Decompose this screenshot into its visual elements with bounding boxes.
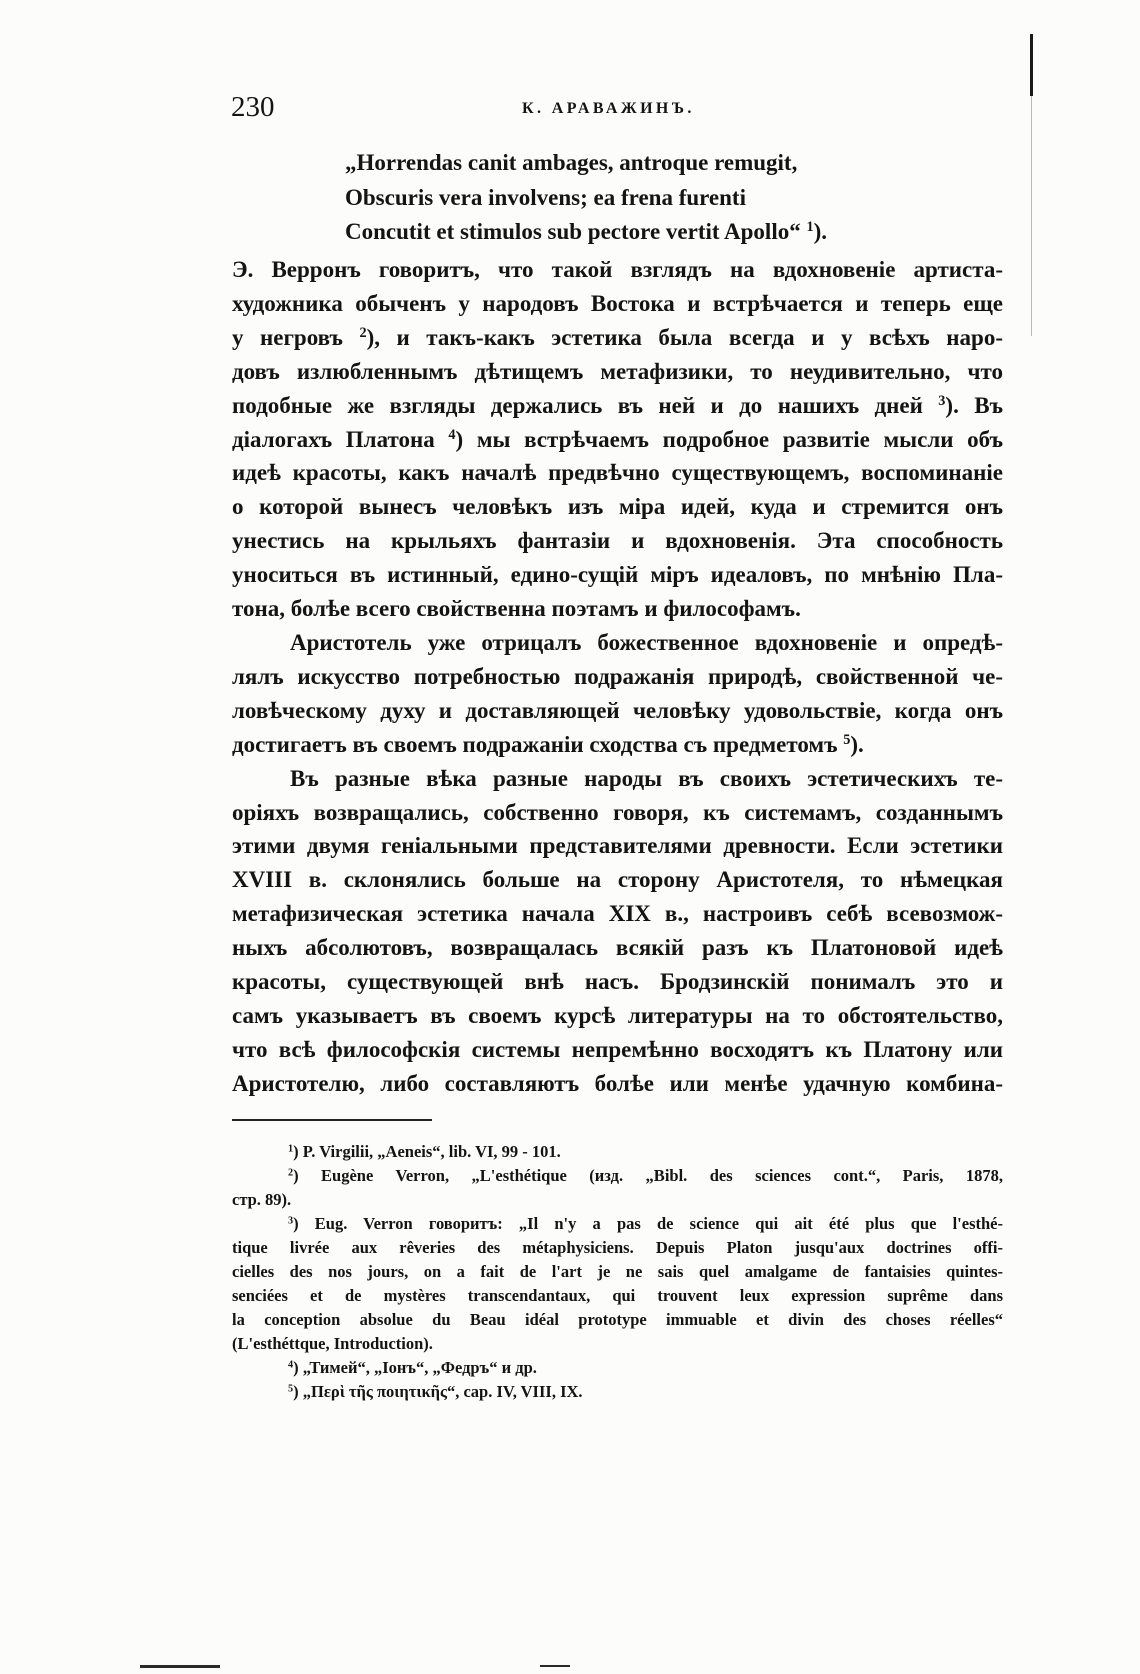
footnote — [232, 1164, 1003, 1212]
footnote-ref: 2 — [288, 1167, 294, 1179]
text-run: Obscuris vera involvens; ea frena furenti — [345, 184, 746, 210]
text-line — [232, 456, 1003, 490]
text-line — [232, 863, 1003, 897]
text-line — [232, 253, 1003, 287]
text-run: тона, болѣе всего свойственна поэтамъ и философамъ. — [232, 596, 801, 622]
footnote-ref: 5 — [843, 731, 851, 748]
text-line — [232, 287, 1003, 321]
verse-line — [345, 146, 1005, 181]
footnote-ref: 5 — [288, 1383, 294, 1395]
text-run: ) „Περὶ τῆς ποιητικῆς“, cap. IV, VIII, IX. — [293, 1382, 583, 1401]
text-run: лялъ искусство потребностью подражанія природѣ, свойственной че- — [232, 663, 1003, 689]
text-run: ) P. Virgilii, „Aeneis“, lib. VI, 99 - 101. — [293, 1142, 561, 1161]
text-run: о которой вынесъ человѣкъ изъ міра идей, куда и стремится онъ — [232, 494, 1003, 520]
text-run: ), и такъ-какъ эстетика была всегда и у всѣхъ наро- — [366, 324, 1003, 350]
text-run: „Horrendas canit ambages, antroque remugit, — [345, 150, 798, 175]
footnote — [232, 1212, 1003, 1356]
footnote — [232, 1380, 1003, 1404]
text-run: красоты, существующей внѣ насъ. Бродзинскій понималъ это и — [232, 969, 1003, 995]
text-line — [232, 762, 1003, 796]
text-run: стр. 89). — [232, 1190, 292, 1209]
text-line — [232, 355, 1003, 389]
text-run: діалогахъ Платона — [232, 426, 449, 452]
footnote-line — [232, 1308, 1003, 1332]
footnote-line — [232, 1380, 1003, 1404]
text-line — [232, 694, 1003, 728]
text-run: ныхъ абсолютовъ, возвращалась всякій разъ къ Платоновой идеѣ — [232, 935, 1003, 961]
footnote-ref: 3 — [288, 1215, 294, 1227]
text-run: Concutit et stimulos sub pectore vertit Apollo“ — [345, 219, 807, 244]
text-run: ) Eug. Verron говоритъ: „Il n'y a pas de science qui ait été plus que l'esthé- — [293, 1214, 1003, 1233]
footnote-line — [232, 1356, 1003, 1380]
text-run: ловѣческому духу и доставляющей человѣку удовольствіе, когда онъ — [232, 697, 1003, 723]
scan-margin-line — [1031, 96, 1032, 336]
text-run: cielles des nos jours, on a fait de l'art je ne sais quel amalgame de fantaisies quintes- — [232, 1262, 1003, 1281]
body-text — [232, 253, 1003, 1101]
paragraph — [232, 762, 1003, 1101]
text-run: XVIII в. склонялись больше на сторону Аристотеля, то нѣмецкая — [232, 867, 1003, 893]
text-run: ) „Тимей“, „Іонъ“, „Федръ“ и др. — [293, 1358, 537, 1377]
footnote-ref: 1 — [288, 1143, 294, 1155]
footnote-line — [232, 1164, 1003, 1188]
text-line — [232, 796, 1003, 830]
text-run: метафизическая эстетика начала XIX в., настроивъ себѣ всевозмож- — [232, 901, 1003, 927]
page-number: 230 — [231, 91, 275, 123]
text-line — [232, 897, 1003, 931]
text-run: Э. Верронъ говоритъ, что такой взглядъ на вдохновеніе артиста- — [232, 257, 1003, 282]
text-run: ). Въ — [945, 392, 1003, 418]
text-line — [232, 423, 1003, 457]
verse-line — [345, 181, 1005, 216]
footnote-line — [232, 1236, 1003, 1260]
footnote — [232, 1140, 1003, 1164]
footnote-separator — [232, 1119, 432, 1121]
verse-line — [345, 215, 1005, 250]
text-run: tique livrée aux rêveries des métaphysiciens. Depuis Platon jusqu'aux doctrines offi- — [232, 1238, 1003, 1257]
footnote-line — [232, 1284, 1003, 1308]
text-run: подобные же взгляды держались въ ней и до нашихъ дней — [232, 392, 939, 418]
text-run: ) Eugène Verron, „L'esthétique (изд. „Bibl. des sciences cont.“, Paris, 1878, — [293, 1166, 1003, 1185]
text-line — [232, 660, 1003, 694]
text-run: этими двумя геніальными представителями древности. Если эстетики — [232, 833, 1003, 859]
paragraph — [232, 626, 1003, 762]
text-run: la conception absolue du Beau idéal prototype immuable et divin des choses réelles“ — [232, 1310, 1003, 1329]
footnote-line — [232, 1332, 1003, 1356]
text-line — [232, 592, 1003, 626]
footnote-line — [232, 1260, 1003, 1284]
footnote-ref: 1 — [806, 219, 814, 236]
text-line — [232, 1067, 1003, 1101]
text-run: ). — [813, 219, 828, 244]
text-run: Аристотелю, либо составляютъ болѣе или менѣе удачную комбина- — [232, 1070, 1003, 1096]
text-line — [232, 728, 1003, 762]
text-run: довъ излюбленнымъ дѣтищемъ метафизики, то неудивительно, что — [232, 358, 1003, 384]
text-run: уноситься въ истинный, едино-сущій міръ идеаловъ, по мнѣнію Пла- — [232, 562, 1003, 588]
text-line — [232, 829, 1003, 863]
running-head: К. АРАВАЖИНЪ. — [522, 100, 695, 117]
text-line — [232, 490, 1003, 524]
footnote-ref: 2 — [359, 324, 367, 341]
text-run: самъ указываетъ въ своемъ курсѣ литературы на то обстоятельство, — [232, 1002, 1003, 1028]
text-run: достигаетъ въ своемъ подражаніи сходства съ предметомъ — [232, 731, 844, 757]
text-line — [232, 626, 1003, 660]
text-line — [232, 1033, 1003, 1067]
text-run: унестись на крыльяхъ фантазіи и вдохновенія. Эта способность — [232, 528, 1003, 554]
text-run: у негровъ — [232, 324, 360, 350]
text-line — [232, 931, 1003, 965]
text-run: ) мы встрѣчаемъ подробное развитіе мысли объ — [455, 426, 1003, 452]
footnote-ref: 4 — [448, 426, 456, 443]
text-run: (L'esthéttque, Introduction). — [232, 1334, 433, 1353]
scan-bottom-mark — [140, 1665, 220, 1668]
text-run: что всѣ философскія системы непремѣнно восходятъ къ Платону или — [232, 1036, 1003, 1062]
text-run: Въ разные вѣка разные народы въ своихъ эстетическихъ те- — [290, 765, 1003, 791]
footnote — [232, 1356, 1003, 1380]
footnote-line — [232, 1140, 1003, 1164]
footnotes — [232, 1140, 1003, 1404]
text-line — [232, 558, 1003, 592]
paragraph — [232, 253, 1003, 626]
text-line — [232, 999, 1003, 1033]
scan-bottom-mark — [540, 1665, 570, 1667]
footnote-ref: 4 — [288, 1359, 294, 1371]
footnote-ref: 3 — [938, 392, 946, 409]
text-run: ). — [850, 731, 864, 757]
text-run: оріяхъ возвращались, собственно говоря, къ системамъ, созданнымъ — [232, 799, 1003, 825]
text-line — [232, 524, 1003, 558]
text-run: senciées et de mystères transcendantaux, qui trouvent leux expression suprême dans — [232, 1286, 1003, 1305]
footnote-line — [232, 1212, 1003, 1236]
footnote-line — [232, 1188, 1003, 1212]
scan-margin-bar — [1030, 34, 1033, 96]
text-run: художника обыченъ у народовъ Востока и встрѣчается и теперь еще — [232, 290, 1003, 316]
text-run: Аристотель уже отрицалъ божественное вдохновеніе и опредѣ- — [290, 629, 1003, 655]
text-run: идеѣ красоты, какъ началѣ предвѣчно существующемъ, воспоминаніе — [232, 460, 1003, 486]
text-line — [232, 389, 1003, 423]
verse-quotation — [345, 146, 1005, 250]
text-line — [232, 321, 1003, 355]
text-line — [232, 965, 1003, 999]
